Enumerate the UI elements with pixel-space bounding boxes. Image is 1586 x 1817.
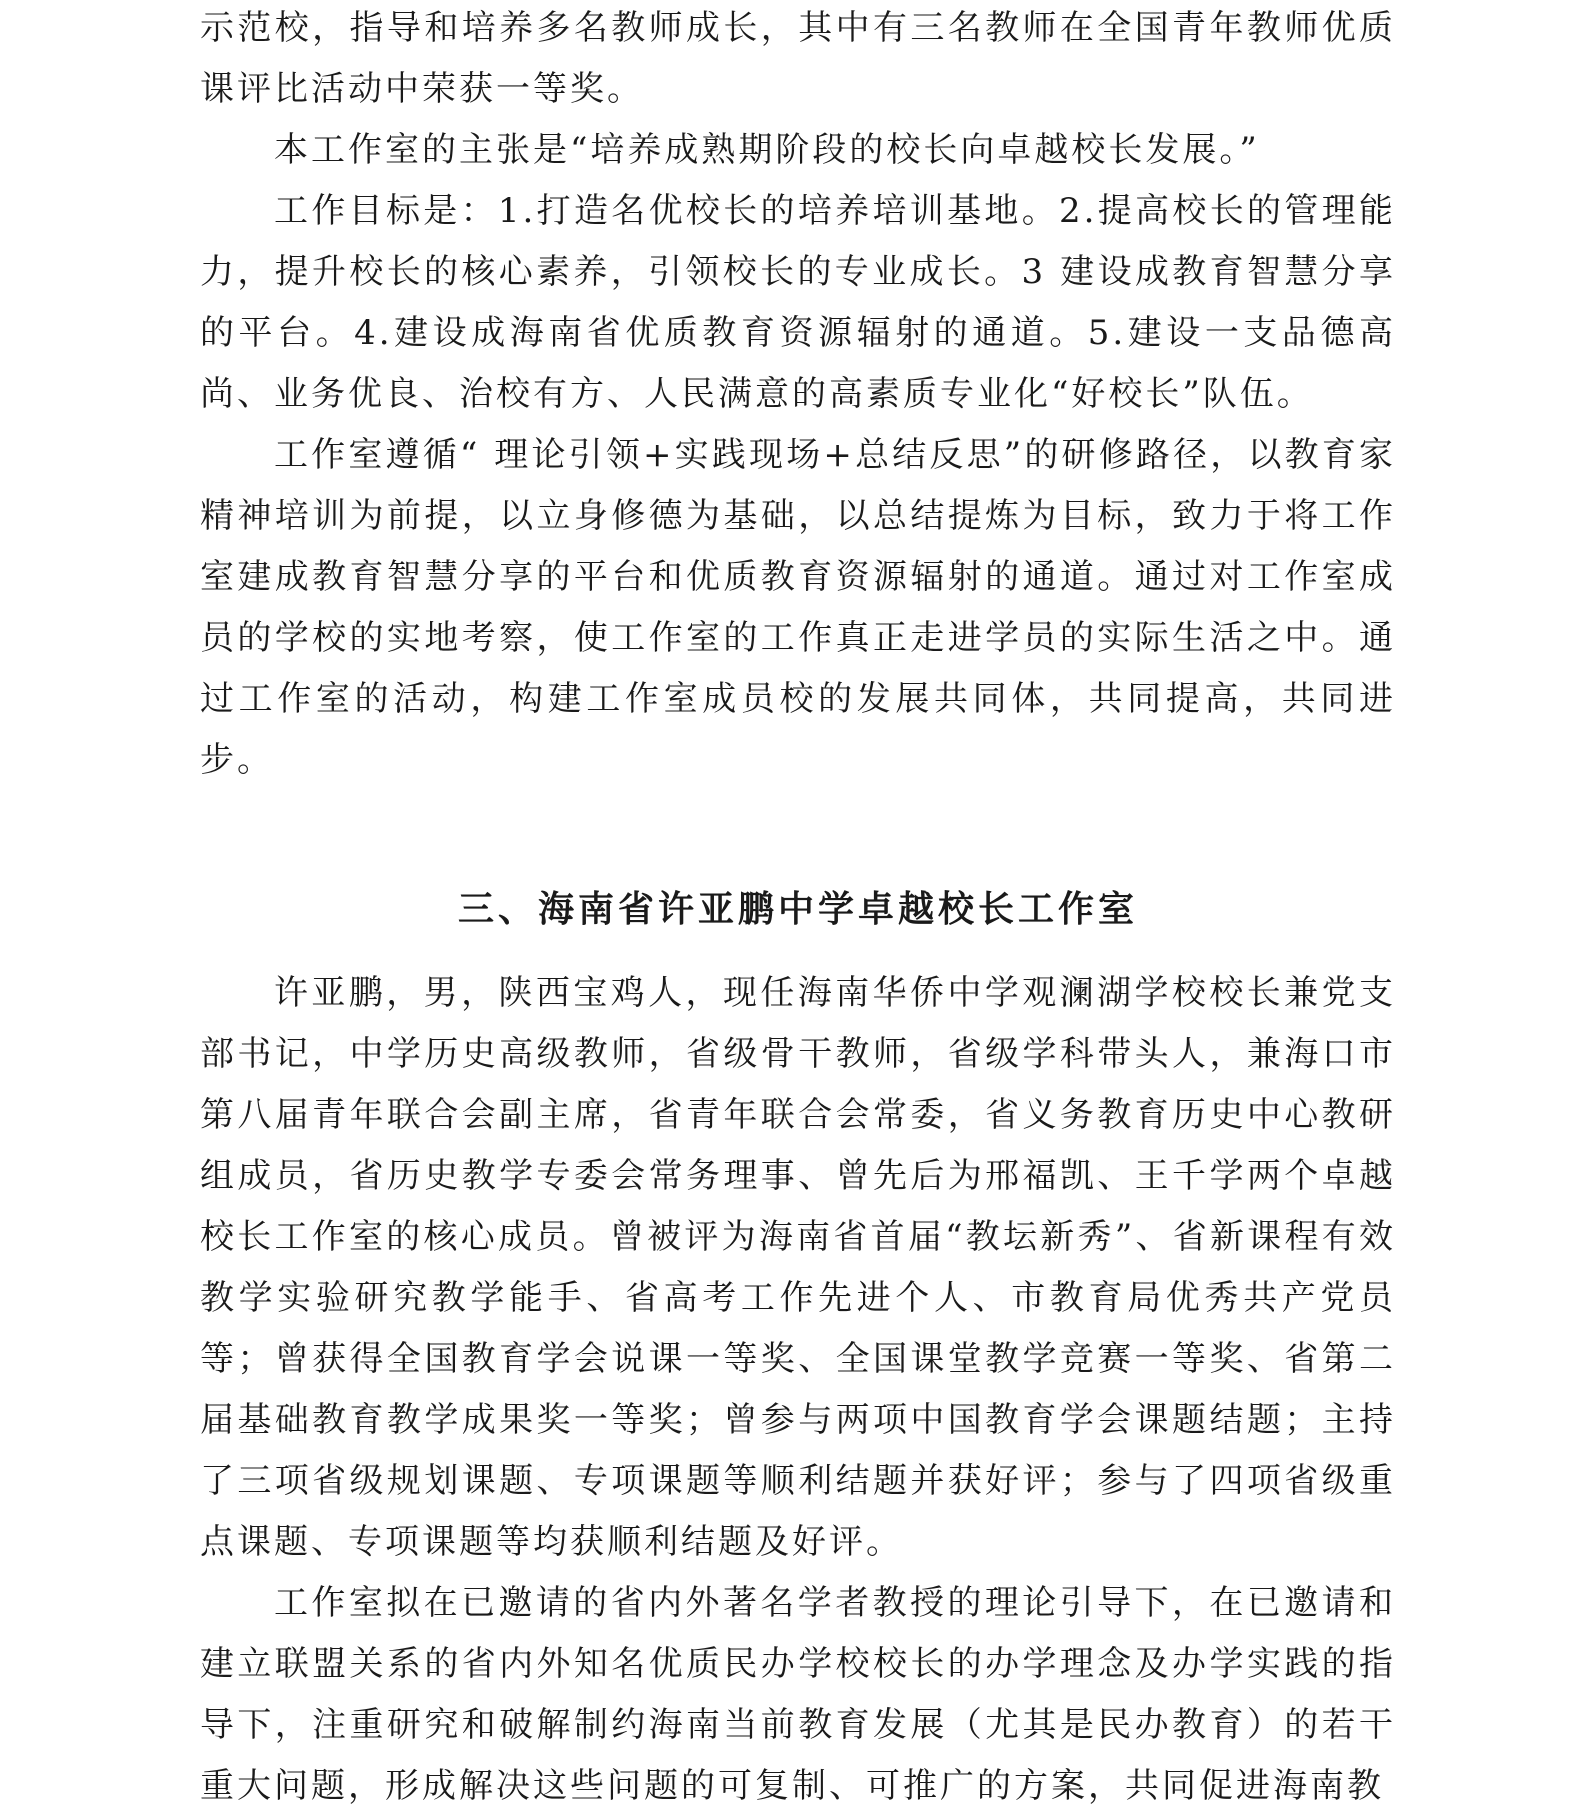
paragraph-work-goals: 工作目标是：1.打造名优校长的培养培训基地。2.提高校长的管理能力，提升校长的核心素养，引领校长的专业成长。3 建设成教育智慧分享的平台。4.建设成海南省优质教育资源辐射的通道。5.建设一支品德高尚、业务优良、治校有方、人民满意的高素质专业化“好校长”队伍。 (200, 191, 1396, 414)
paragraph-studio-plan: 工作室拟在已邀请的省内外著名学者教授的理论引导下，在已邀请和建立联盟关系的省内外知名优质民办学校校长的办学理念及办学实践的指导下，注重研究和破解制约海南当前教育发展（尤其是民办教育）的若干重大问题，形成解决这些问题的可复制、可推广的方案，共同促进海南教 (200, 1583, 1396, 1806)
paragraph-training-path: 工作室遵循“ 理论引领+实践现场+总结反思”的研修路径，以教育家精神培训为前提，以立身修德为基础，以总结提炼为目标，致力于将工作室建成教育智慧分享的平台和优质教育资源辐射的通道。通过对工作室成员的学校的实地考察，使工作室的工作真正走进学员的实际生活之中。通过工作室的活动，构建工作室成员校的发展共同体，共同提高，共同进步。 (200, 435, 1396, 780)
paragraph-continuation: 示范校，指导和培养多名教师成长，其中有三名教师在全国青年教师优质课评比活动中荣获一等奖。 (200, 8, 1396, 109)
paragraph-principal-bio: 许亚鹏，男，陕西宝鸡人，现任海南华侨中学观澜湖学校校长兼党支部书记，中学历史高级教师，省级骨干教师，省级学科带头人，兼海口市第八届青年联合会副主席，省青年联合会常委，省义务教育历史中心教研组成员，省历史教学专委会常务理事、曾先后为邢福凯、王千学两个卓越校长工作室的核心成员。曾被评为海南省首届“教坛新秀”、省新课程有效教学实验研究教学能手、省高考工作先进个人、市教育局优秀共产党员等；曾获得全国教育学会说课一等奖、全国课堂教学竞赛一等奖、省第二届基础教育教学成果奖一等奖；曾参与两项中国教育学会课题结题；主持了三项省级规划课题、专项课题等顺利结题并获好评；参与了四项省级重点课题、专项课题等均获顺利结题及好评。 (200, 973, 1396, 1562)
paragraph-studio-proposition: 本工作室的主张是“培养成熟期阶段的校长向卓越校长发展。” (274, 130, 1260, 170)
document-body (200, 0, 1396, 1817)
section-heading: 三、海南省许亚鹏中学卓越校长工作室 (457, 889, 1138, 930)
